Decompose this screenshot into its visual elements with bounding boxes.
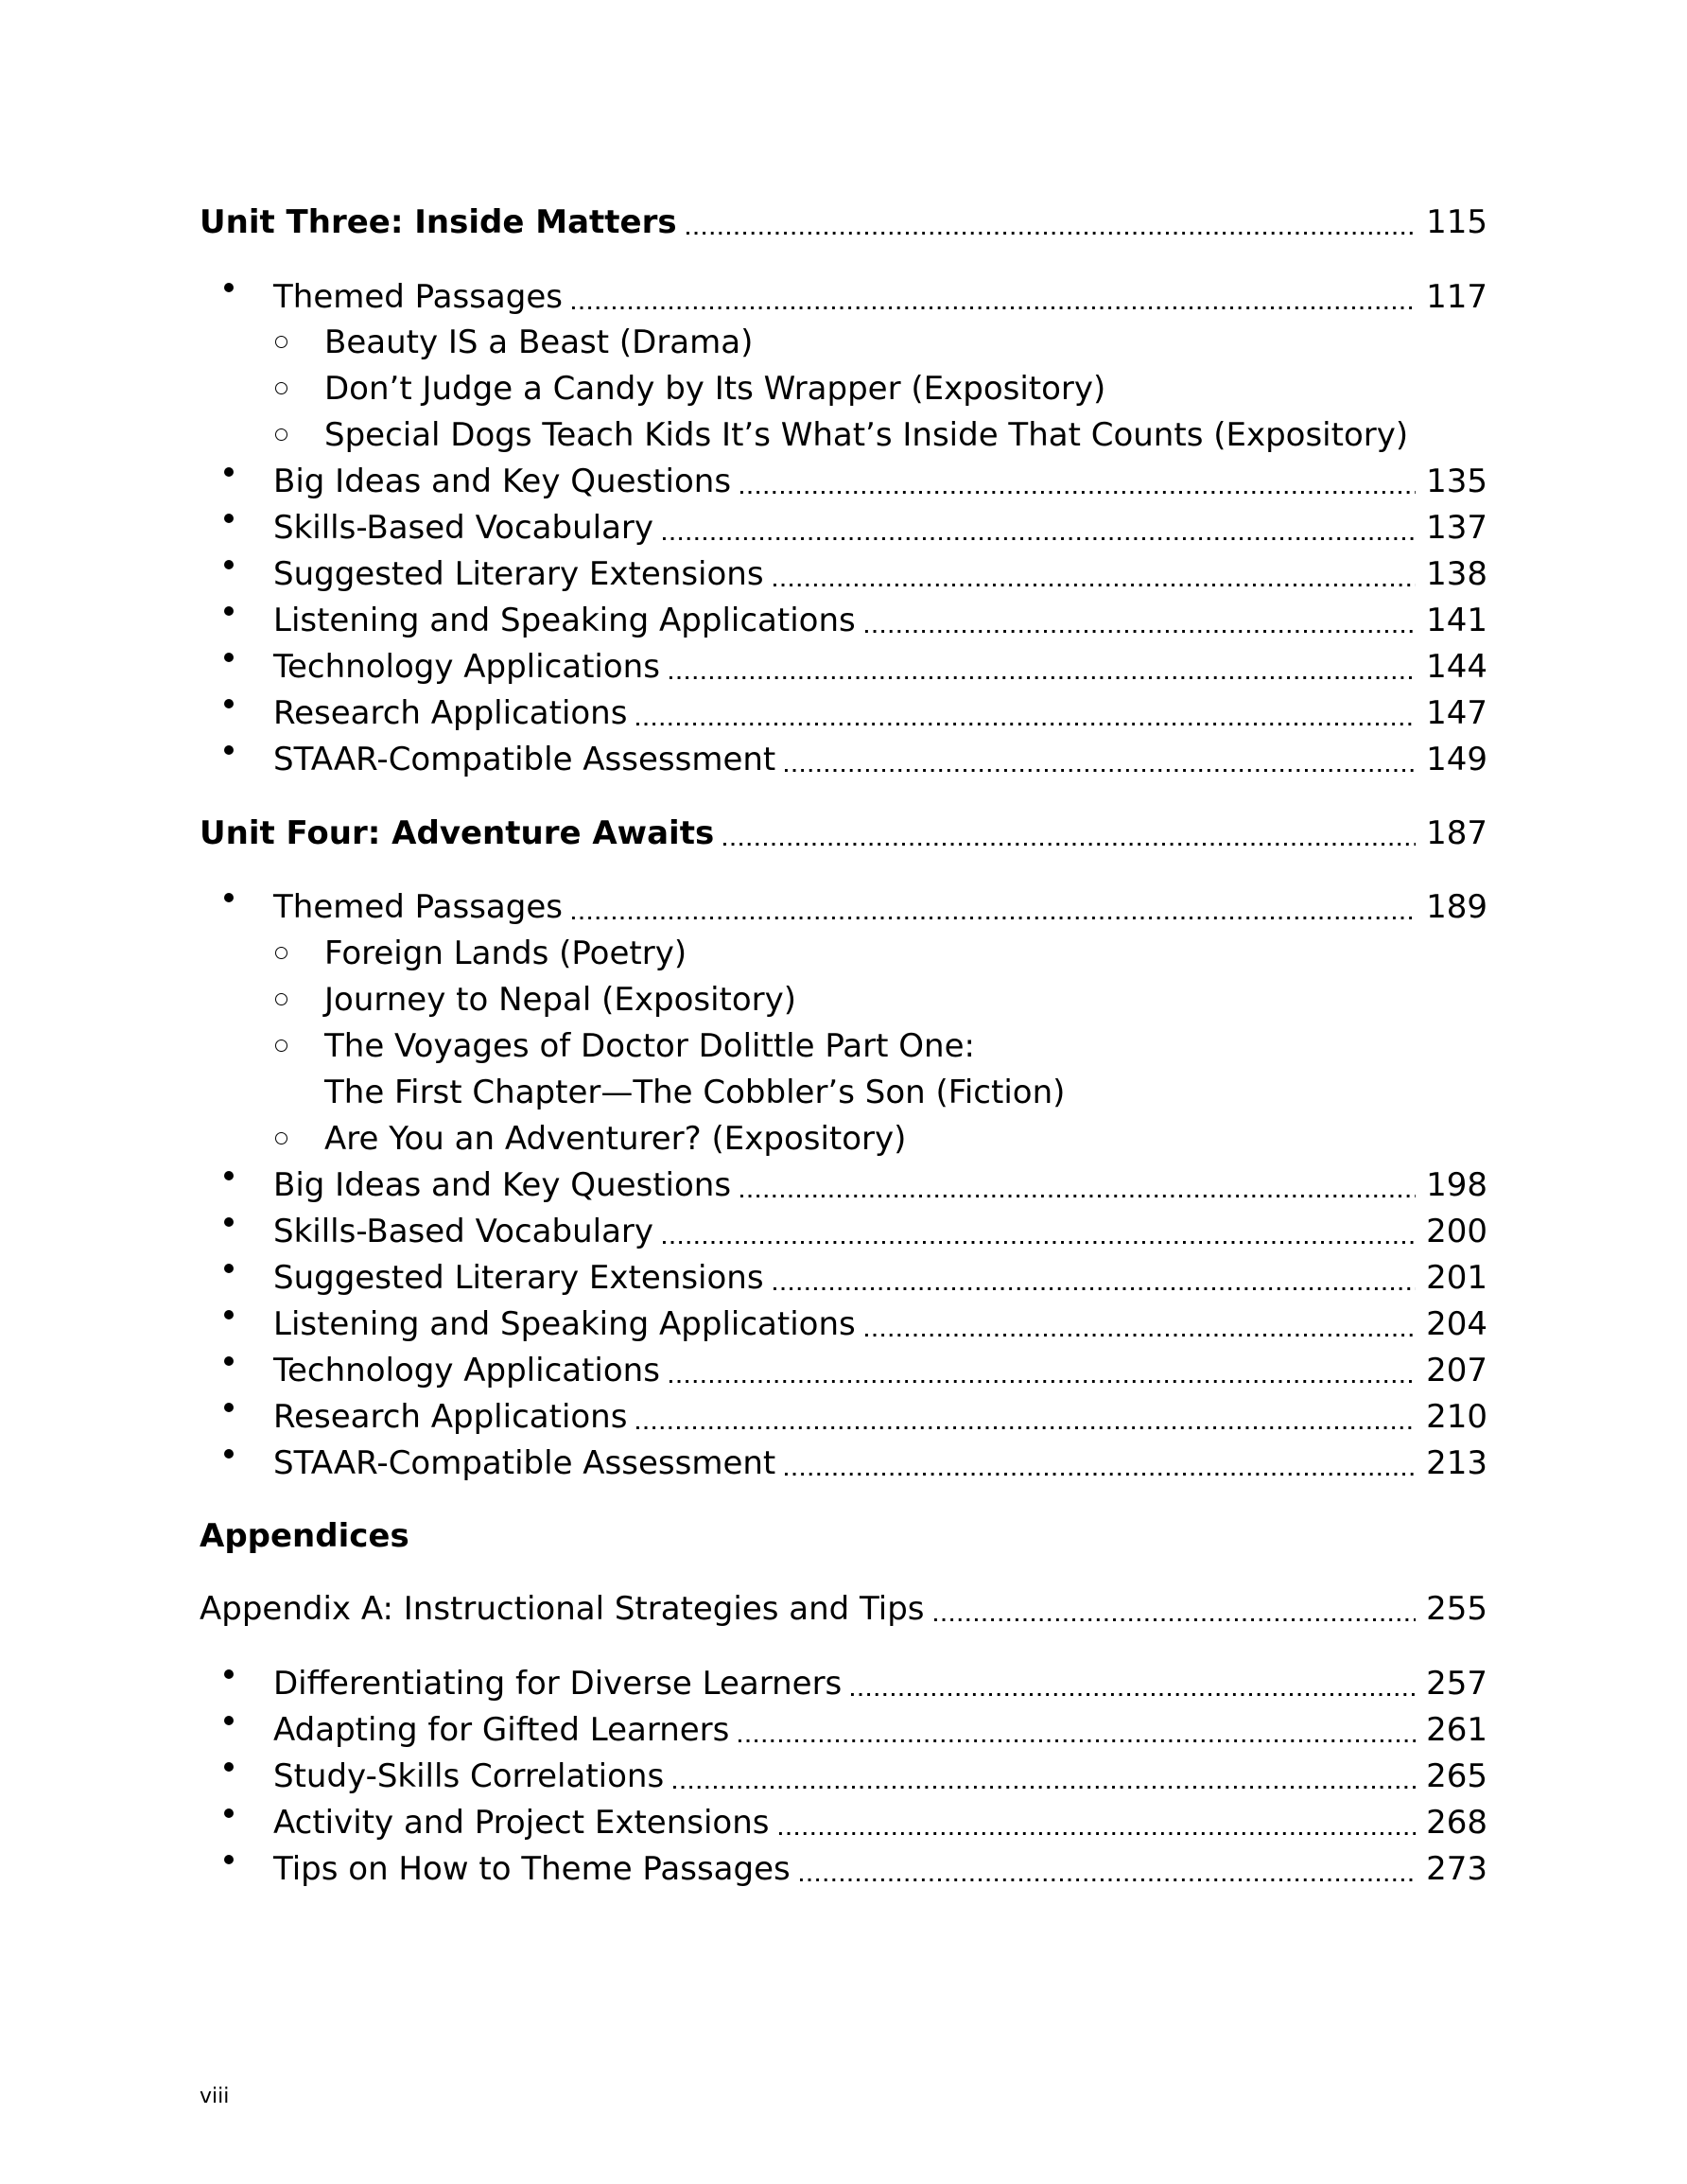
bullet-icon — [224, 1310, 234, 1319]
page-number: 198 — [1426, 1166, 1487, 1204]
toc-entry-title: Differentiating for Diverse Learners — [273, 1665, 843, 1703]
toc-heading — [0, 803, 1687, 852]
toc-entry — [0, 1155, 1687, 1204]
page-number: 261 — [1426, 1711, 1487, 1749]
page-number: 204 — [1426, 1305, 1487, 1343]
bullet-icon — [224, 1171, 234, 1180]
toc-subentry — [0, 1016, 1687, 1065]
toc-entry-title: Don’t Judge a Candy by Its Wrapper (Expository) — [324, 370, 1106, 408]
toc-entry — [0, 1248, 1687, 1297]
toc-entry-title: Skills-Based Vocabulary — [273, 1213, 654, 1250]
bullet-icon — [224, 1855, 234, 1864]
dot-leader — [785, 769, 1416, 772]
dot-leader — [636, 1426, 1416, 1429]
toc-entry-title: Foreign Lands (Poetry) — [324, 935, 687, 972]
toc-entry — [0, 498, 1687, 547]
hollow-bullet-icon — [275, 947, 287, 959]
page-number: 201 — [1426, 1259, 1487, 1297]
toc-entry-title: Skills-Based Vocabulary — [273, 509, 654, 547]
toc-entry-title: STAAR-Compatible Assessment — [273, 1444, 776, 1482]
page-number: 135 — [1426, 463, 1487, 500]
hollow-bullet-icon — [275, 1040, 287, 1052]
bullet-icon — [224, 893, 234, 902]
toc-entry — [0, 1746, 1687, 1795]
toc-entry-title: Big Ideas and Key Questions — [273, 463, 732, 500]
toc-entry-title: Are You an Adventurer? (Expository) — [324, 1120, 907, 1158]
toc-entry-title: Appendix A: Instructional Strategies and Tips — [200, 1590, 925, 1628]
hollow-bullet-icon — [275, 993, 287, 1005]
page-number: 200 — [1426, 1213, 1487, 1250]
bullet-icon — [224, 1449, 234, 1459]
dot-leader — [670, 676, 1416, 679]
toc-entry — [0, 267, 1687, 316]
toc-entry-title: Special Dogs Teach Kids It’s What’s Inside That Counts (Expository) — [324, 416, 1409, 454]
dot-leader — [740, 491, 1416, 494]
dot-leader — [572, 917, 1416, 919]
toc-subentry — [0, 358, 1687, 408]
toc-heading — [0, 192, 1687, 241]
toc-entry-title: Beauty IS a Beast (Drama) — [324, 323, 754, 361]
page-number: 189 — [1426, 888, 1487, 926]
toc-entry — [0, 1294, 1687, 1343]
page-number-footer: viii — [200, 2085, 230, 2108]
toc-entry-title: STAAR-Compatible Assessment — [273, 741, 776, 778]
toc-entry-title: Suggested Literary Extensions — [273, 555, 764, 593]
page-number: 257 — [1426, 1665, 1487, 1703]
bullet-icon — [224, 1762, 234, 1772]
bullet-icon — [224, 1808, 234, 1818]
bullet-icon — [224, 514, 234, 523]
toc-entry-title: Adapting for Gifted Learners — [273, 1711, 730, 1749]
dot-leader — [673, 1786, 1416, 1789]
dot-leader — [740, 1195, 1416, 1197]
bullet-icon — [224, 467, 234, 477]
page-number: 147 — [1426, 694, 1487, 732]
hollow-bullet-icon — [275, 382, 287, 394]
page-number: 115 — [1426, 203, 1487, 241]
toc-entry — [0, 729, 1687, 776]
toc-subentry — [0, 405, 1687, 454]
dot-leader — [636, 723, 1416, 725]
toc-entry — [0, 1839, 1687, 1888]
toc-entry — [0, 877, 1687, 926]
toc-entry-title: Research Applications — [273, 1398, 628, 1436]
dot-leader — [779, 1832, 1416, 1835]
dot-leader — [934, 1618, 1416, 1621]
page-number: 213 — [1426, 1444, 1487, 1482]
bullet-icon — [224, 560, 234, 569]
page-number: 255 — [1426, 1590, 1487, 1628]
page-number: 273 — [1426, 1850, 1487, 1888]
toc-subentry — [0, 1062, 1687, 1109]
toc-subentry — [0, 1109, 1687, 1158]
toc-entry — [0, 1792, 1687, 1842]
dot-leader — [865, 630, 1416, 633]
toc-entry — [0, 451, 1687, 498]
page-number: 210 — [1426, 1398, 1487, 1436]
toc-entry-title: Themed Passages — [273, 278, 563, 316]
page-number: 138 — [1426, 555, 1487, 593]
toc-heading — [0, 1506, 1687, 1555]
toc-entry — [0, 1653, 1687, 1703]
page-number: 207 — [1426, 1352, 1487, 1389]
page-number: 149 — [1426, 741, 1487, 778]
bullet-icon — [224, 745, 234, 755]
page-number: 187 — [1426, 814, 1487, 852]
page-number: 137 — [1426, 509, 1487, 547]
toc-entry-title: Tips on How to Theme Passages — [273, 1850, 791, 1888]
toc-entry-title: Big Ideas and Key Questions — [273, 1166, 732, 1204]
dot-leader — [687, 232, 1416, 235]
toc-entry-title: Themed Passages — [273, 888, 563, 926]
bullet-icon — [224, 1669, 234, 1679]
bullet-icon — [224, 699, 234, 708]
bullet-icon — [224, 283, 234, 292]
dot-leader — [723, 843, 1416, 846]
toc-entry — [0, 544, 1687, 593]
toc-entry-title: Unit Four: Adventure Awaits — [200, 814, 715, 852]
toc-entry — [0, 1700, 1687, 1749]
bullet-icon — [224, 653, 234, 662]
toc-entry — [0, 1340, 1687, 1387]
bullet-icon — [224, 606, 234, 616]
toc-entry-title: Journey to Nepal (Expository) — [324, 981, 797, 1019]
dot-leader — [572, 306, 1416, 309]
toc-entry-title: Study-Skills Correlations — [273, 1757, 665, 1795]
toc-entry-title: Activity and Project Extensions — [273, 1804, 770, 1842]
toc-entry — [0, 1201, 1687, 1248]
toc-heading — [0, 1579, 1687, 1628]
bullet-icon — [224, 1356, 234, 1366]
toc-entry-title: Research Applications — [273, 694, 628, 732]
toc-entry — [0, 590, 1687, 637]
toc-entry — [0, 683, 1687, 732]
toc-subentry — [0, 312, 1687, 361]
dot-leader — [865, 1334, 1416, 1337]
toc-entry-title: The First Chapter—The Cobbler’s Son (Fiction) — [324, 1074, 1066, 1111]
toc-entry-title: Technology Applications — [273, 1352, 660, 1389]
toc-entry-title: Listening and Speaking Applications — [273, 1305, 856, 1343]
toc-entry-title: The Voyages of Doctor Dolittle Part One: — [324, 1027, 975, 1065]
toc-subentry — [0, 970, 1687, 1019]
dot-leader — [774, 584, 1416, 586]
dot-leader — [670, 1380, 1416, 1383]
toc-entry — [0, 1433, 1687, 1482]
toc-subentry — [0, 923, 1687, 970]
hollow-bullet-icon — [275, 1132, 287, 1144]
toc-entry-title: Unit Three: Inside Matters — [200, 203, 677, 241]
hollow-bullet-icon — [275, 336, 287, 348]
page-number: 144 — [1426, 648, 1487, 686]
dot-leader — [663, 537, 1416, 540]
dot-leader — [663, 1241, 1416, 1244]
toc-entry-title: Technology Applications — [273, 648, 660, 686]
toc-entry — [0, 1387, 1687, 1436]
page-number: 265 — [1426, 1757, 1487, 1795]
dot-leader — [851, 1693, 1416, 1696]
dot-leader — [774, 1287, 1416, 1290]
dot-leader — [800, 1878, 1416, 1881]
toc-entry-title: Suggested Literary Extensions — [273, 1259, 764, 1297]
toc-entry-title: Appendices — [200, 1517, 409, 1555]
bullet-icon — [224, 1264, 234, 1273]
toc-entry-title: Listening and Speaking Applications — [273, 602, 856, 639]
page-number: 117 — [1426, 278, 1487, 316]
bullet-icon — [224, 1403, 234, 1412]
page-number: 268 — [1426, 1804, 1487, 1842]
bullet-icon — [224, 1217, 234, 1227]
dot-leader — [785, 1473, 1416, 1476]
hollow-bullet-icon — [275, 428, 287, 441]
bullet-icon — [224, 1716, 234, 1725]
page-number: 141 — [1426, 602, 1487, 639]
dot-leader — [739, 1739, 1416, 1742]
toc-entry — [0, 637, 1687, 686]
